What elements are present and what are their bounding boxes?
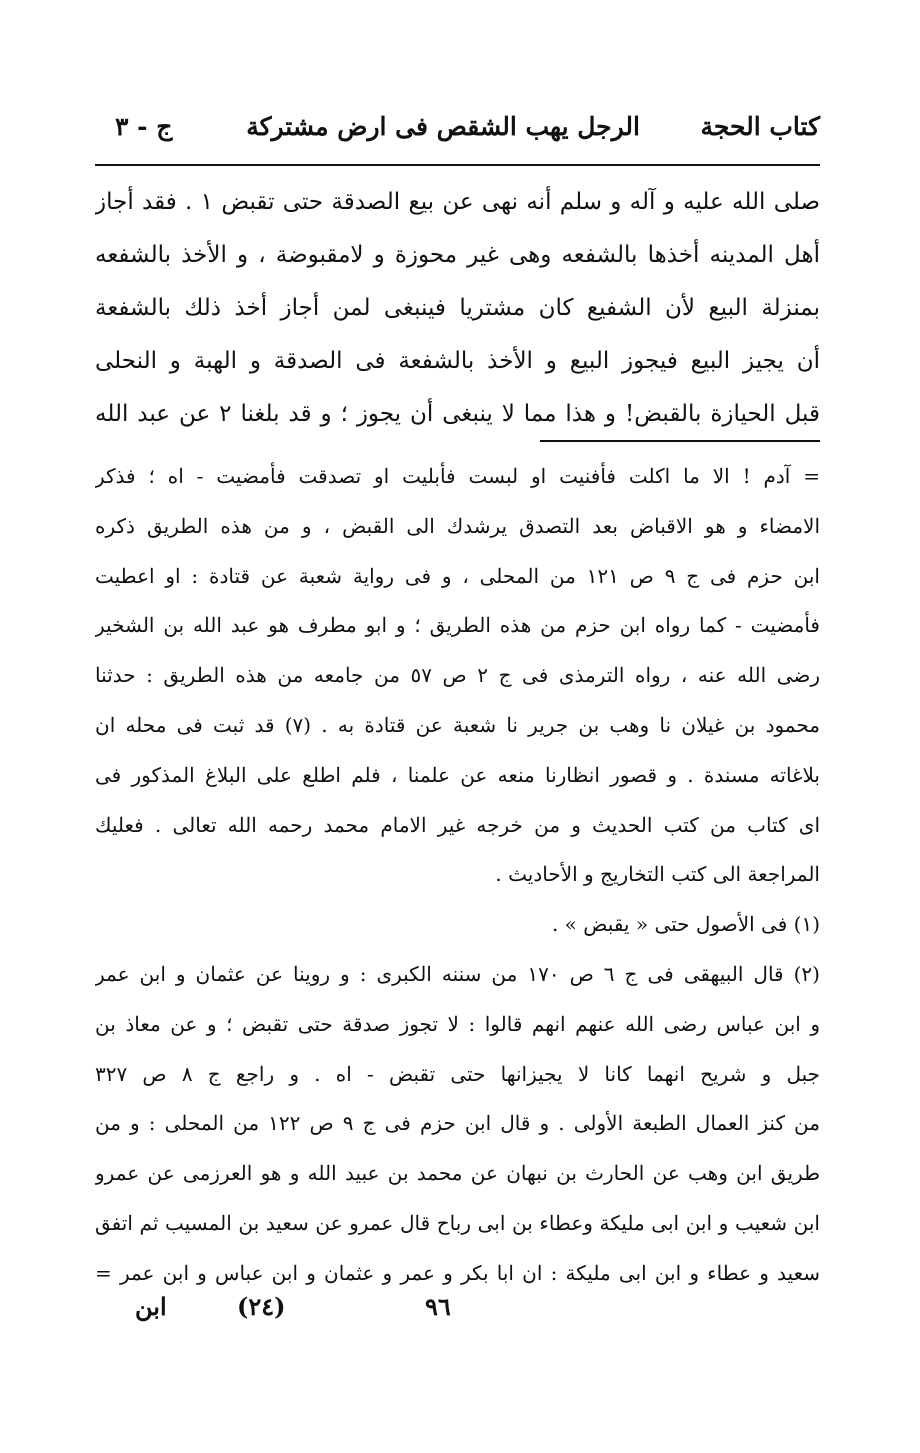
footnote-line: الامضاء و هو الاقباض بعد التصدق يرشدك الى القبض ، و من هذه الطريق ذكره (95, 513, 820, 538)
footnote-line: = آدم ! الا ما اكلت فأفنيت او لبست فأبليت او تصدقت فأمضيت - اه ؛ فذكر (95, 464, 820, 488)
footnote-2: (٢) قال البيهقى فى ج ٦ ص ١٧٠ من سننه الكبرى : و روينا عن عثمان و ابن عمر (95, 961, 820, 986)
book-page (95, 0, 820, 1453)
footnote-line: اى كتاب من كتب الحديث و من خرجه غير الامام محمد رحمه الله تعالى . فعليك (95, 812, 820, 837)
running-header (95, 112, 820, 156)
header-divider (95, 164, 820, 166)
main-line: أهل المدينه أخذها بالشفعه وهى غير محوزة و لامقبوضة ، و الأخذ بالشفعه (95, 242, 820, 268)
footnote-line: رضى الله عنه ، رواه الترمذى فى ج ٢ ص ٥٧ من جامعه من هذه الطريق : حدثنا (95, 663, 820, 688)
volume-number: ج - ٣ (115, 112, 173, 141)
page-number: ٩٦ (425, 1292, 451, 1321)
footnote-1: (١) فى الأصول حتى « يقبض » . (551, 912, 820, 937)
footnote-line: بلاغاته مسندة . و قصور انظارنا منعه عن علمنا ، فلم اطلع على البلاغ المذكور فى (95, 762, 820, 787)
chapter-title: الرجل يهب الشقص فى ارض مشتركة (246, 112, 640, 141)
page-footer (95, 1292, 820, 1332)
footnote-line: جبل و شريح انهما كانا لا يجيزانها حتى تقبض - اه . و راجع ج ٨ ص ٣٢٧ (95, 1061, 820, 1086)
main-line: صلى الله عليه و آله و سلم أنه نهى عن بيع الصدقة حتى تقبض ١ . فقد أجاز (95, 189, 820, 215)
footnote-line: من كنز العمال الطبعة الأولى . و قال ابن حزم فى ج ٩ ص ١٢٢ من المحلى : و من (95, 1111, 820, 1136)
footnote-line: فأمضيت - كما رواه ابن حزم من هذه الطريق ؛ و ابو مطرف هو عبد الله بن الشخير (95, 613, 820, 638)
footnotes (95, 452, 820, 1299)
book-title: كتاب الحجة (700, 112, 820, 141)
footnote-line: ابن حزم فى ج ٩ ص ١٢١ من المحلى ، و فى رواية شعبة عن قتادة : او اعطيت (95, 563, 820, 588)
catchword: ابن (135, 1292, 167, 1321)
footnote-line: سعيد و عطاء و ابن ابى مليكة : ان ابا بكر و عمر و عثمان و ابن عباس و ابن عمر = (95, 1260, 820, 1285)
footnote-line: طريق ابن وهب عن الحارث بن نبهان عن محمد بن عبيد الله و هو العرزمى عن عمرو (95, 1161, 820, 1186)
main-line: أن يجيز البيع فيجوز البيع و الأخذ بالشفعة فى الصدقة و الهبة و النحلى (95, 348, 820, 374)
signature-mark: (٢٤) (237, 1292, 286, 1321)
footnote-line: ابن شعيب و ابن ابى مليكة وعطاء بن ابى رباح قال عمرو عن سعيد بن المسيب ثم اتفق (95, 1210, 820, 1235)
main-text (95, 176, 820, 441)
footnote-divider (540, 440, 820, 442)
footnote-line: محمود بن غيلان نا وهب بن جرير نا شعبة عن قتادة به . (٧) قد ثبت فى محله ان (95, 712, 820, 737)
main-line: بمنزلة البيع لأن الشفيع كان مشتريا فينبغى لمن أجاز أخذ ذلك بالشفعة (95, 295, 820, 321)
footnote-line: المراجعة الى كتب التخاريج و الأحاديث . (495, 862, 820, 887)
footnote-line: و ابن عباس رضى الله عنهم انهم قالوا : لا تجوز صدقة حتى تقبض ؛ و عن معاذ بن (95, 1011, 820, 1036)
main-line: قبل الحيازة بالقبض! و هذا مما لا ينبغى أن يجوز ؛ و قد بلغنا ٢ عن عبد الله (95, 401, 820, 427)
